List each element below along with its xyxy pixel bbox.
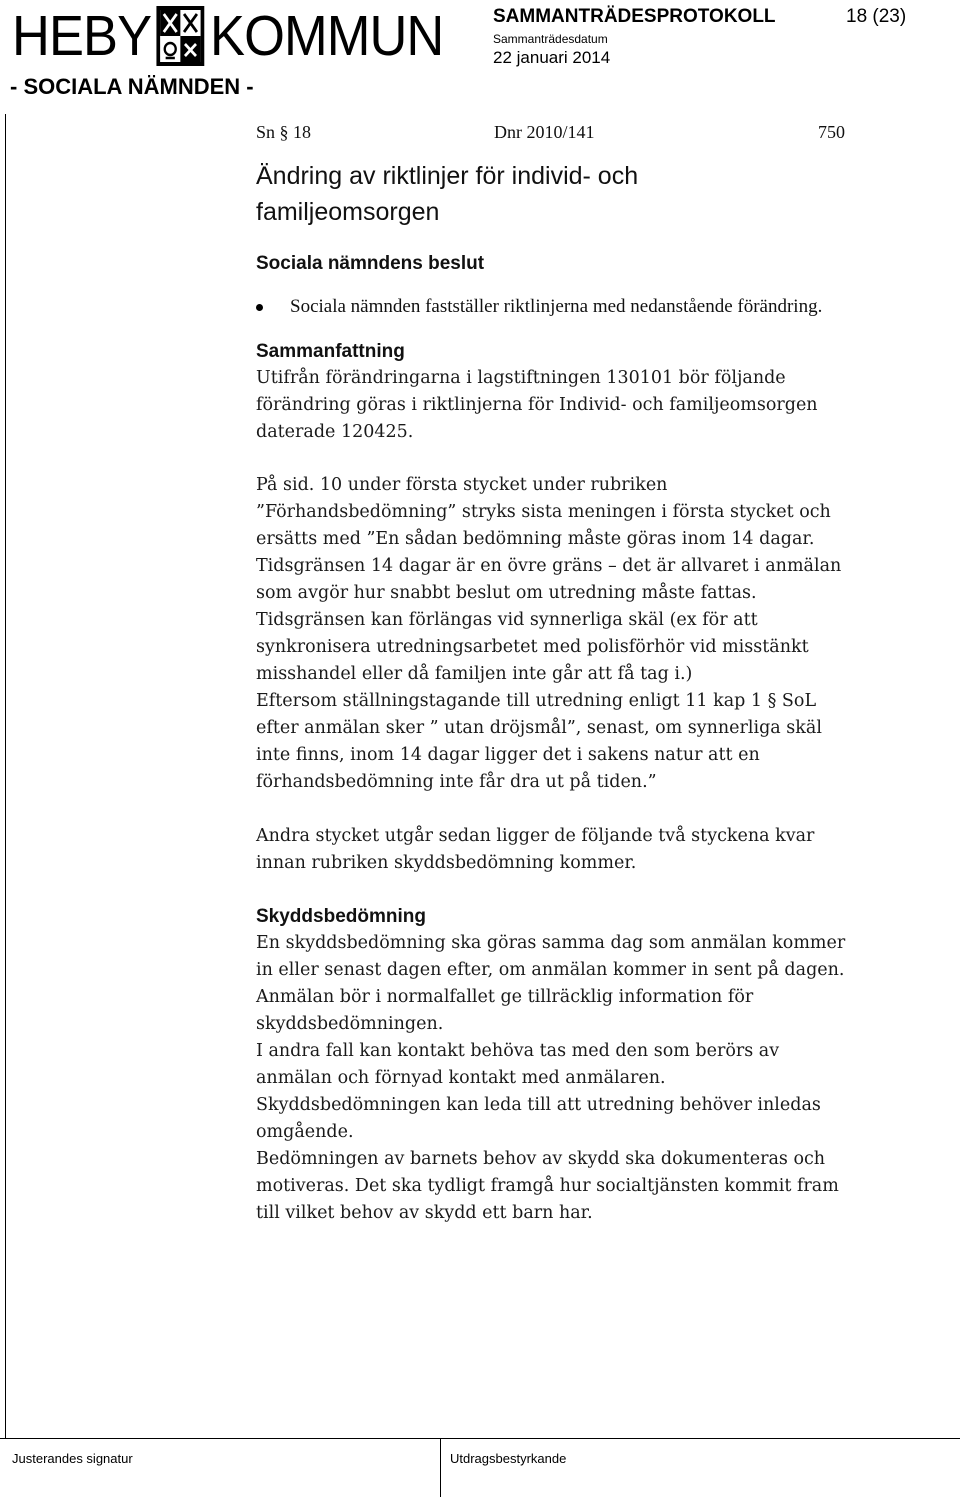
case-title: Ändring av riktlinjer för individ- och familjeomsorgen: [256, 162, 639, 226]
bullet-icon: [256, 304, 263, 311]
protection-heading: Skyddsbedömning: [256, 906, 426, 927]
page-header: [0, 0, 960, 110]
case-code: 750: [818, 122, 845, 142]
decision-bullet: [256, 293, 916, 320]
footer-rule: [0, 1438, 960, 1439]
certification-label: Utdragsbestyrkande: [450, 1451, 567, 1466]
case-meta: [256, 120, 916, 150]
heby-kommun-logo: [12, 2, 443, 70]
meeting-date: 22 januari 2014: [493, 48, 611, 67]
margin-rule: [5, 114, 6, 1439]
summary-heading: Sammanfattning: [256, 341, 405, 362]
summary-body: På sid. 10 under första stycket under rubriken ”Förhandsbedömning” stryks sista meningen i första stycket och ersätts med ”En sådan bedömning måste göras inom 14 dagar. Tidsgränsen 14 dagar är en övre gräns – det är allvaret i anmälan som avgör hur snabbt beslut om utredning måste fattas. Tidsgränsen kan förlängas vid synnerliga skäl (ex för att synkronisera utredningsarbetet med polisförhör vid misstänkt misshandel eller då familjen inte går att få tag i.) Eftersom ställningstagande till utredning enligt 11 kap 1 § SoL efter anmälan sker ” utan dröjsmål”, senast, om synnerliga skäl inte finns, inom 14 dagar ligger det i sakens natur att en förhandsbedömning inte får dra ut på tiden.”: [256, 475, 842, 792]
footer-divider: [440, 1438, 441, 1497]
decision-text: Sociala nämnden fastställer riktlinjerna med nedanstående förändring.: [290, 296, 823, 317]
summary-intro: Utifrån förändringarna i lagstiftningen 130101 bör följande förändring göras i riktlinjerna för Individ- och familjeomsorgen daterade 120425.: [256, 368, 818, 442]
diary-number: Dnr 2010/141: [494, 122, 595, 142]
protocol-title: SAMMANTRÄDESPROTOKOLL: [493, 6, 776, 27]
meeting-date-label: Sammanträdesdatum: [493, 32, 608, 46]
page-number: 18 (23): [846, 6, 907, 27]
logo-text-heby: HEBY: [12, 4, 152, 68]
coat-of-arms-icon: [155, 4, 207, 68]
decision-heading: Sociala nämndens beslut: [256, 253, 485, 274]
protocol-content: [256, 120, 916, 1227]
logo-text-kommun: KOMMUN: [210, 4, 444, 68]
summary-second-paragraph: Andra stycket utgår sedan ligger de följande två styckena kvar innan rubriken skyddsbedömning kommer.: [256, 826, 815, 873]
section-number: Sn § 18: [256, 122, 312, 142]
unit-name: - SOCIALA NÄMNDEN -: [10, 74, 254, 99]
signature-label: Justerandes signatur: [12, 1451, 133, 1466]
protection-body: En skyddsbedömning ska göras samma dag som anmälan kommer in eller senast dagen efter, om anmälan kommer in sent på dagen. Anmälan bör i normalfallet ge tillräcklig information för skyddsbedömningen. I andra fall kan kontakt behöva tas med den som berörs av anmälan och förnyad kontakt med anmälaren. Skyddsbedömningen kan leda till att utredning behöver inledas omgående. Bedömningen av barnets behov av skydd ska dokumenteras och motiveras. Det ska tydligt framgå hur socialtjänsten kommit fram till vilket behov av skydd ett barn har.: [256, 933, 846, 1223]
